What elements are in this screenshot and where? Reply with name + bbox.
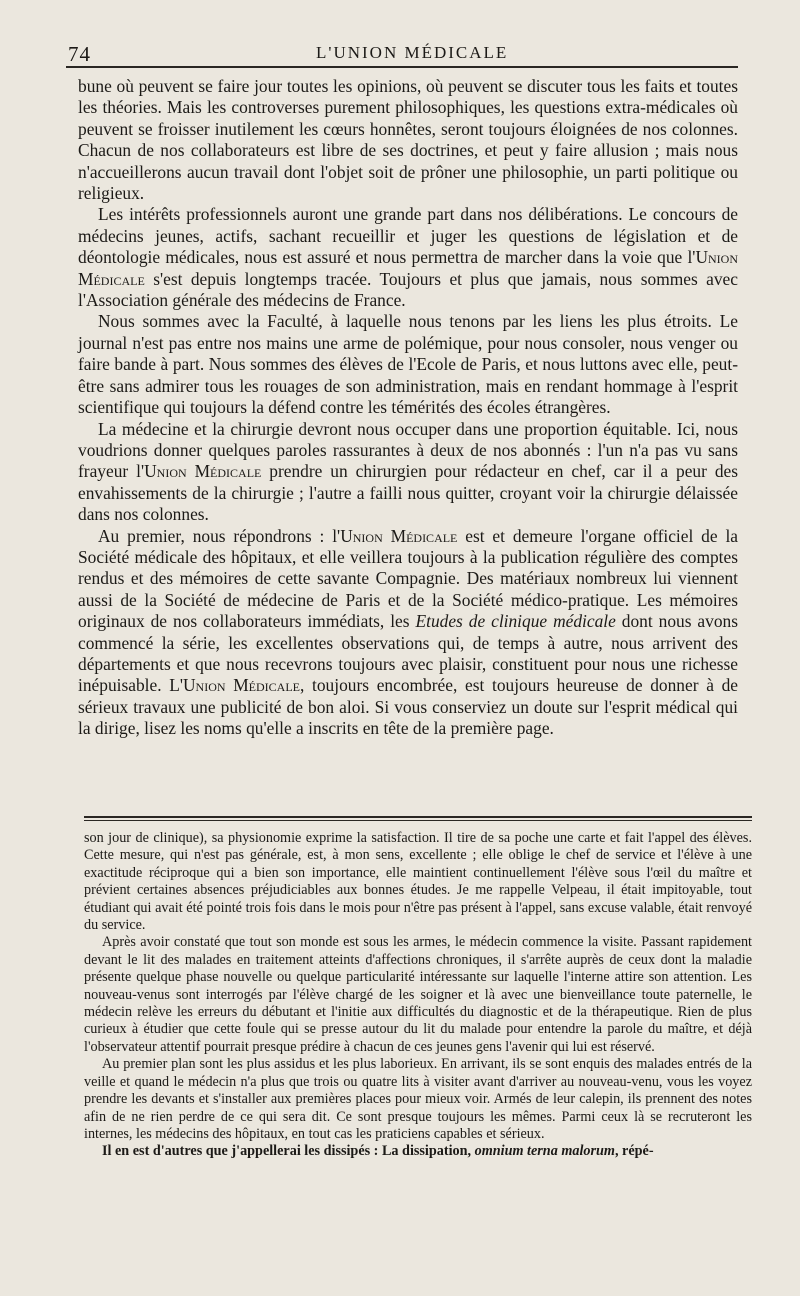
footnote — [84, 830, 752, 1161]
footnote-paragraph: Après avoir constaté que tout son monde est sous les armes, le médecin commence la visite. Passant rapidement devant le lit des malades en traitement atteints d'affections chroniques, il s'arrête auprès de ceux dont la maladie présente quelque phase nouvelle ou quelque particularité intéressante sur laquelle l'interne attire son attention. Les nouveau-venus sont interrogés par l'élève chargé de les soigner et là avec une bienveillance toute paternelle, le médecin relève les erreurs du débutant et l'initie aux difficultés du diagnostic et de la thérapeutique. Rien de plus curieux à étudier que cette foule qui se presse autour du lit du malade pour entendre la parole du maître, et déjà l'observateur attentif pourrait presque prédire à chacun de ces jeunes gens l'avenir qui lui est réservé. — [84, 934, 752, 1055]
paragraph: La médecine et la chirurgie devront nous occuper dans une proportion équitable. Ici, nous voudrions donner quelques paroles rassurantes à deux de nos abonnés : l'un n'a pas vu sans frayeur l'Union Médicale prendre un chirurgien pour rédacteur en chef, car il a peur des envahissements de la chirurgie ; l'autre a failli nous quitter, croyant voir la chirurgie délaissée dans nos colonnes. — [78, 418, 738, 525]
running-title: L'UNION MÉDICALE — [316, 43, 509, 62]
footnote-paragraph: son jour de clinique), sa physionomie exprime la satisfaction. Il tire de sa poche une carte et fait l'appel des élèves. Cette mesure, qui n'est pas générale, est, à mon sens, excellente ; elle oblige le chef de service et l'élève à une exactitude réciproque qui a bien son importance, elle maintient continuellement l'élève sous l'œil du maître et prévient certaines absences préjudiciables aux bonnes études. Je me rappelle Velpeau, il était impitoyable, tout étudiant qui avait été pointé trois fois dans le mois pour n'être pas présent à l'appel, sans excuse valable, était renvoyé du service. — [84, 830, 752, 934]
footnote-paragraph: Au premier plan sont les plus assidus et les plus laborieux. En arrivant, ils se sont enquis des malades entrés de la veille et quand le médecin n'a plus que trois ou quatre lits à visiter avant d'arriver au nouveau-venu, vous les voyez prendre les devants et s'installer aux premières places pour mieux voir. Armés de leur calepin, ils prennent des notes afin de ne rien perdre de ce qui sera dit. Ce sont presque toujours les mêmes. Parmi ceux là se recruteront les internes, les médecins des hôpitaux, en tout cas les praticiens capables et sérieux. — [84, 1056, 752, 1142]
header-rule — [66, 66, 738, 68]
journal-name: Union Médicale — [78, 247, 738, 289]
paragraph: bune où peuvent se faire jour toutes les opinions, où peuvent se discuter tous les faits et toutes les théories. Mais les controverses purement philosophiques, les questions extra-médicales où peuvent se froisser inutilement les cœurs honnêtes, seront toujours éloignées de nos colonnes. Chacun de nos collaborateurs est libre de ses doctrines, et peut y faire allusion ; mais nous n'accueillerons aucun travail dont l'objet soit de prôner une philosophie, un parti politique ou religieux. — [78, 76, 738, 204]
page-number: 74 — [68, 42, 91, 66]
footnote-separator — [84, 820, 752, 821]
latin-quote: omnium terna malorum — [474, 1143, 615, 1160]
journal-name: Union Médicale — [144, 461, 262, 482]
footnote-paragraph: Il en est d'autres que j'appellerai les dissipés : La dissipation, omnium terna malorum, répé- — [102, 1143, 654, 1160]
journal-name: Union Médicale — [340, 525, 458, 546]
journal-name: Union Médicale — [182, 675, 300, 696]
paragraph: Les intérêts professionnels auront une grande part dans nos délibérations. Le concours de médecins jeunes, actifs, sachant recueillir et juger les questions de législation et de déontologie médicales, nous est assuré et nous permettra de marcher dans la voie que l'Union Médicale s'est depuis longtemps tracée. Toujours et plus que jamais, nous sommes avec l'Association générale des médecins de France. — [78, 204, 738, 311]
paragraph: Au premier, nous répondrons : l'Union Médicale est et demeure l'organe officiel de la Société médicale des hôpitaux, et elle veillera toujours à la publication régulière des comptes rendus et des mémoires de cette savante Compagnie. Des matériaux nombreux lui viennent aussi de la Société de médecine de Paris et de la Société médico-pratique. Les mémoires originaux de nos collaborateurs immédiats, les Etudes de clinique médicale dont nous avons commencé la série, les excellentes observations qui, de temps à autre, nous arrivent des départements et que nous recevrons toujours avec plaisir, constituent pour nous une richesse inépuisable. L'Union Médicale, toujours encombrée, est toujours heureuse de donner à de sérieux travaux une publicité de bon aloi. Si vous conserviez un doute sur l'esprit médical qui la dirige, lisez les noms qu'elle a inscrits en tête de la première page. — [78, 525, 739, 739]
series-title: Etudes de clinique médicale — [415, 611, 616, 632]
page-header — [66, 36, 738, 64]
main-text — [78, 76, 738, 740]
footnote-separator — [84, 816, 752, 818]
paragraph: Nous sommes avec la Faculté, à laquelle nous tenons par les liens les plus étroits. Le journal n'est pas entre nos mains une arme de polémique, pour nous consoler, nous venger ou faire bande à part. Nous sommes des élèves de l'Ecole de Paris, et nous luttons avec elle, peut-être sans admirer tous les rouages de son administration, mais en rendant hommage à l'esprit scientifique qui toujours la défend contre les témérités des écoles étrangères. — [78, 311, 738, 418]
